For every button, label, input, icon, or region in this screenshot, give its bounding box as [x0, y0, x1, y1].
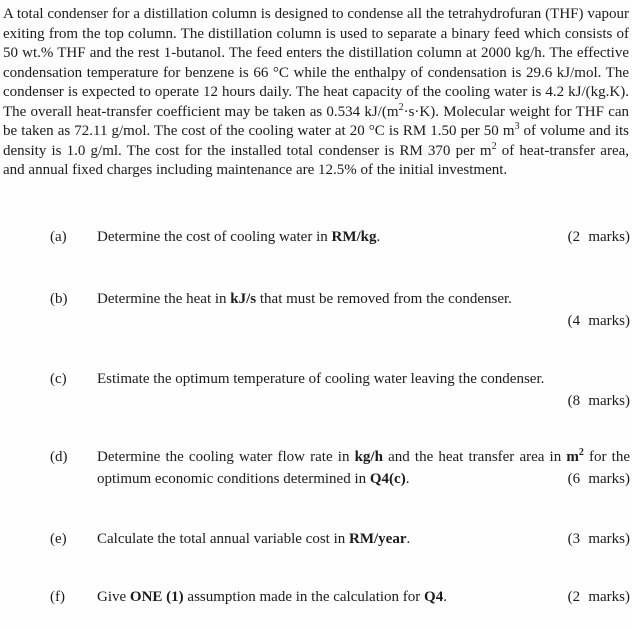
question-label-b: (b) [50, 290, 68, 307]
question-body-e [97, 528, 630, 550]
question-marks-b: (4 marks) [567, 312, 630, 329]
question-text-a: Determine the cost of cooling water in RM/kg. [97, 228, 381, 245]
question-label-d: (d) [50, 448, 68, 465]
problem-statement: A total condenser for a distillation column is designed to condense all the tetrahydrofuran (THF) vapour exiting from the top column. The distillation column is used to separate a binary feed which consists of 50 wt.% THF and the rest 1-butanol. The feed enters the distillation column at 2000 kg/h. The effective condensation temperature for benzene is 66 °C while the enthalpy of condensation is 29.6 kJ/mol. The condenser is expected to operate 12 hours daily. The heat capacity of the cooling water is 4.2 kJ/(kg.K). The overall heat-transfer coefficient may be taken as 0.534 $kJ/(m^2\cdot s\cdot K)$. Molecular weight for THF can be taken as 72.11 g/mol. The cost of the cooling water at 20 °C is RM 1.50 per 50 $m^3$ of volume and its density is 1.0 g/ml. The cost for the installed total condenser is RM 370 per $m^2$ of heat-transfer area, and annual fixed charges including maintenance are 12.5% of the initial investment. [3, 6, 630, 178]
question-item-c [50, 368, 630, 412]
question-marks-a: (2 marks) [567, 228, 630, 245]
question-label-a: (a) [50, 228, 67, 245]
question-marks-d: (6 marks) [567, 470, 630, 487]
question-item-f [50, 586, 630, 608]
question-marks-e: (3 marks) [567, 530, 630, 547]
question-text-b: Determine the heat in kJ/s that must be removed from the condenser. [97, 290, 512, 307]
question-body-d [97, 446, 630, 490]
question-marks-f: (2 marks) [567, 588, 630, 605]
question-text-c: Estimate the optimum temperature of cooling water leaving the condenser. [97, 370, 545, 387]
question-text-f: Give ONE (1) assumption made in the calculation for Q4. [97, 588, 447, 605]
question-list [0, 226, 632, 608]
question-body-c [97, 368, 630, 412]
question-body-f [97, 586, 630, 608]
question-text-e: Calculate the total annual variable cost in RM/year. [97, 530, 411, 547]
question-text-d: Determine the cooling water flow rate in kg/h and the heat transfer area in $m^2$ for the optimum economic conditions determined in Q4(c). [97, 446, 630, 487]
question-item-e [50, 528, 630, 550]
question-item-d [50, 446, 630, 490]
question-item-a [50, 226, 630, 248]
question-label-c: (c) [50, 370, 67, 387]
question-item-b [50, 288, 630, 332]
question-marks-c: (8 marks) [567, 392, 630, 409]
question-body-b [97, 288, 630, 332]
question-label-f: (f) [50, 588, 65, 605]
question-body-a [97, 226, 630, 248]
question-label-e: (e) [50, 530, 67, 547]
